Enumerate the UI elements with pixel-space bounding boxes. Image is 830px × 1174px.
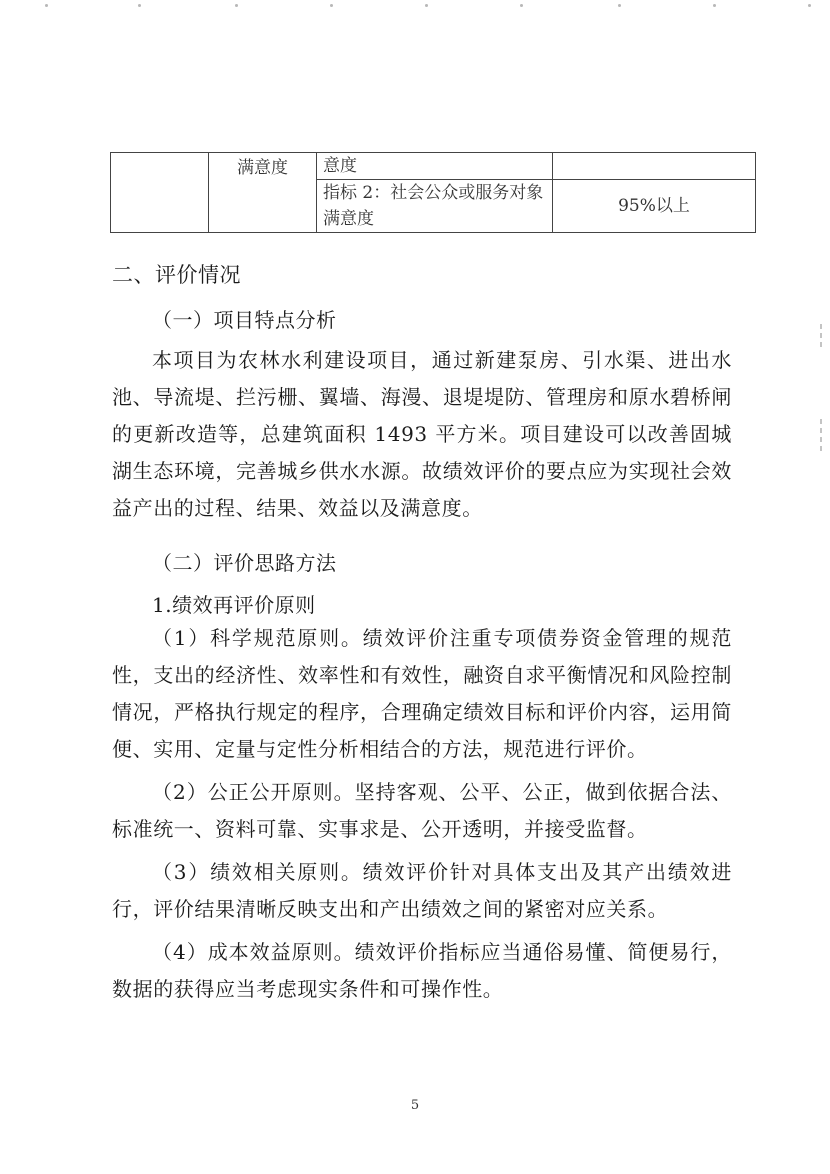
- list-item-heading: 1.绩效再评价原则: [152, 593, 316, 617]
- subsection-heading: （一）项目特点分析: [152, 308, 337, 332]
- table-cell-indicator: 意度: [317, 153, 553, 180]
- paragraph: （2）公正公开原则。坚持客观、公平、公正，做到依据合法、标准统一、资料可靠、实事求是、公开透明，并接受监督。: [112, 780, 732, 841]
- paragraph: 本项目为农林水利建设项目，通过新建泵房、引水渠、进出水池、导流堤、拦污栅、翼墙、海漫、退堤堤防、管理房和原水碧桥闸的更新改造等，总建筑面积 1493 平方米。项目建设可以改善固城湖生态环境，完善城乡供水水源。故绩效评价的要点应为实现社会效益产出的过程、结果、效益以及满意度。: [112, 348, 732, 520]
- page-number: 5: [410, 1098, 420, 1113]
- scan-edge-marks: [818, 415, 824, 451]
- paragraph: （1）科学规范原则。绩效评价注重专项债券资金管理的规范性，支出的经济性、效率性和有效性，融资自求平衡情况和风险控制情况，严格执行规定的程序，合理确定绩效目标和评价内容，运用简便、实用、定量与定性分析相结合的方法，规范进行评价。: [112, 626, 732, 761]
- scan-edge-marks: [0, 4, 830, 12]
- table-row: [111, 153, 756, 180]
- body-paragraph-block: [112, 620, 732, 1008]
- table-cell-indicator: 指标 2：社会公众或服务对象满意度: [317, 180, 553, 233]
- scan-edge-marks: [818, 320, 824, 347]
- body-paragraph-block: [112, 342, 732, 527]
- paragraph: （4）成本效益原则。绩效评价指标应当通俗易懂、简便易行，数据的获得应当考虑现实条件和可操作性。: [112, 940, 732, 1001]
- subsection-heading: （二）评价思路方法: [152, 551, 337, 575]
- performance-indicator-table: [110, 152, 756, 233]
- table-cell-category: 满意度: [209, 153, 317, 233]
- table-cell-empty: [111, 153, 209, 233]
- section-heading: 二、评价情况: [112, 263, 241, 287]
- table-cell-value: [553, 153, 756, 180]
- paragraph: （3）绩效相关原则。绩效评价针对具体支出及其产出绩效进行，评价结果清晰反映支出和产出绩效之间的紧密对应关系。: [112, 860, 732, 921]
- table-cell-value: 95%以上: [553, 180, 756, 233]
